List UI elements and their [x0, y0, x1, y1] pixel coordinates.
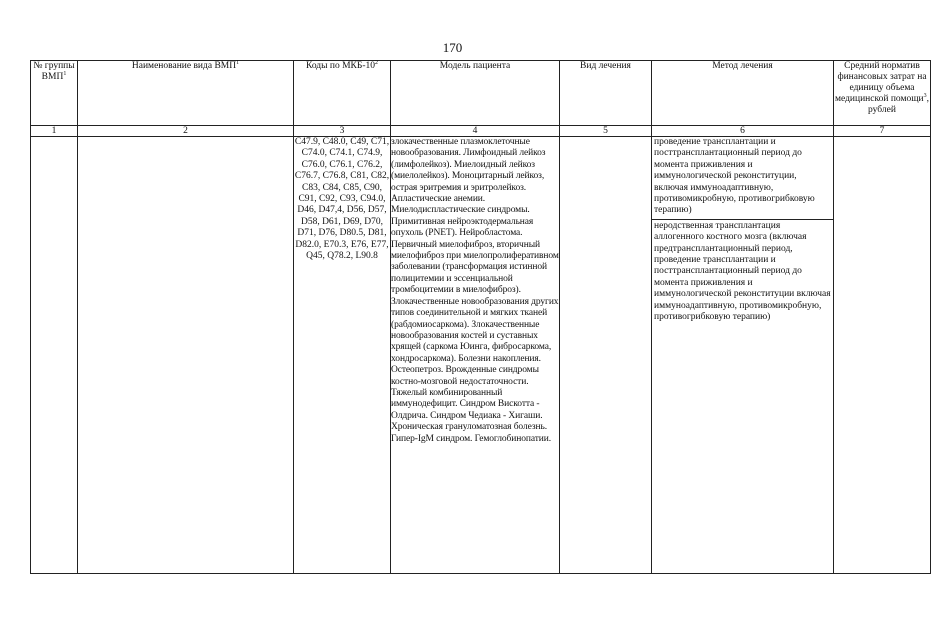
header-patient-model: Модель пациента [391, 61, 560, 126]
column-number: 7 [834, 126, 931, 137]
cost-norm-cell [834, 137, 931, 574]
vmp-name-cell [78, 137, 294, 574]
column-number: 2 [78, 126, 294, 137]
icd-codes-cell: C47.9, C48.0, C49, C71, C74.0, C74.1, C74.9, C76.0, C76.1, C76.2, C76.7, C76.8, C81, C82, C83, C84, C85, C90, C91, C92, C93, C94.0, D46, D47,4, D56, D57, D58, D61, D69, D70, D71, D76, D80.5, D81, D82.0, E70.3, E76, E77, Q45, Q78.2, L90.8 [294, 137, 391, 574]
treatment-method-cell [652, 137, 834, 574]
treatment-method-item: проведение трансплантации и посттрансплантационный период до момента приживления и иммунологической реконституции, включая иммуноадаптивную, противомикробную, противогрибковую терапию) [652, 137, 833, 220]
header-vmp-name: Наименование вида ВМП$^1$ [78, 61, 294, 126]
column-number-row [31, 126, 931, 137]
header-group-number: № группы ВМП$^1$ [31, 61, 78, 126]
vmp-table [30, 60, 931, 574]
patient-model-cell: злокачественные плазмоклеточные новообразования. Лимфоидный лейкоз (лимфолейкоз). Миелоидный лейкоз (миелолейкоз). Моноцитарный лейкоз, острая эритремия и эритролейкоз. Апластические анемии. Миелодиспластические синдромы. Примитивная нейроэктодермальная опухоль (PNET). Нейробластома. Первичный миелофиброз, вторичный миелофиброз при миелопролиферативном заболевании (трансформация истинной полицитемии и эссенциальной тромбоцитемии в миелофиброз). Злокачественные новообразования других типов соединительной и мягких тканей (рабдомиосаркома). Злокачественные новообразования костей и суставных хрящей (саркома Юинга, фибросаркома, хондросаркома). Болезни накопления. Остеопетроз. Врожденные синдромы костно-мозговой недостаточности. Тяжелый комбинированный иммунодефицит. Синдром Вискотта - Олдрича. Синдром Чедиака - Хигаши. Хроническая грануломатозная болезнь. Гипер-IgM синдром. Гемоглобинопатии. [391, 137, 560, 574]
column-number: 1 [31, 126, 78, 137]
group-number-cell [31, 137, 78, 574]
header-icd-codes: Коды по МКБ-$10^2$ [294, 61, 391, 126]
column-number: 4 [391, 126, 560, 137]
treatment-method-item: неродственная трансплантация аллогенного костного мозга (включая предтрансплантационный период, проведение трансплантации и посттрансплантационный период до момента приживления и иммунологической реконституции включая иммуноадаптивную, противомикробную, противогрибковую терапию) [654, 220, 831, 323]
table-row [31, 137, 931, 574]
header-treatment-type: Вид лечения [560, 61, 652, 126]
treatment-type-cell [560, 137, 652, 574]
header-row [31, 61, 931, 126]
column-number: 5 [560, 126, 652, 137]
page-number: 170 [442, 40, 463, 55]
header-cost-norm: Средний норматив финансовых затрат на единицу объема медицинской помощи$^3$, рублей [834, 61, 931, 126]
column-number: 6 [652, 126, 834, 137]
column-number: 3 [294, 126, 391, 137]
header-treatment-method: Метод лечения [652, 61, 834, 126]
